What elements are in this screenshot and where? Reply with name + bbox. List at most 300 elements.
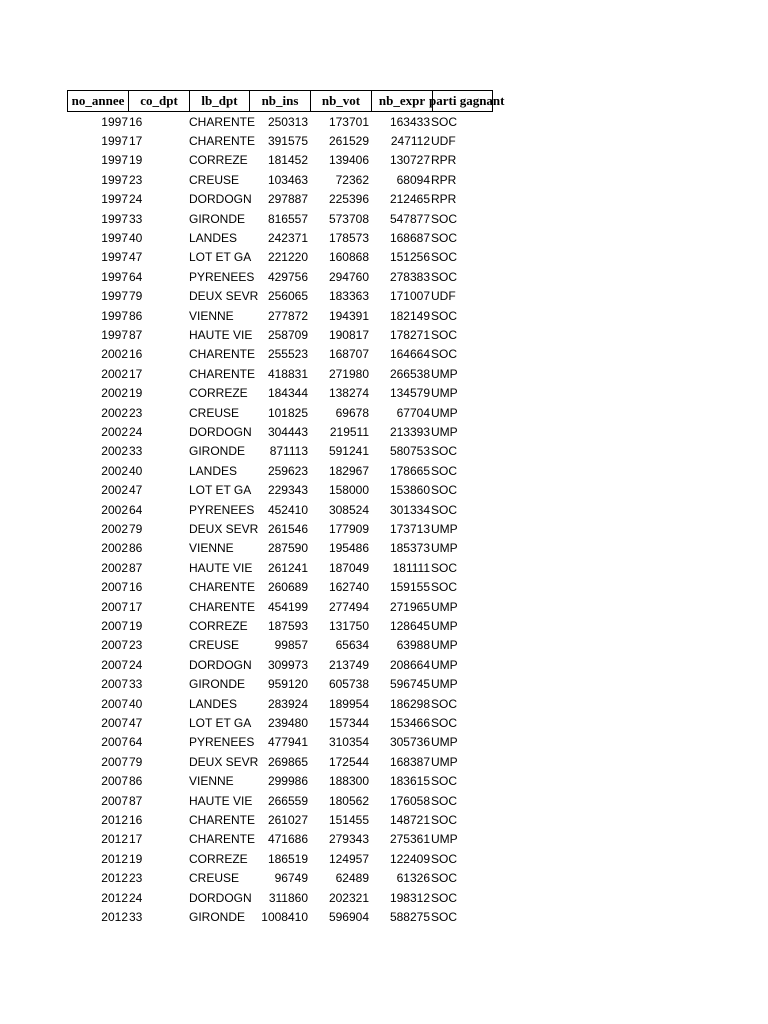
cell-nb-ins[interactable]: 229343 — [267, 483, 308, 498]
cell-co-dpt[interactable]: 40 — [129, 230, 143, 245]
cell-lb-dpt[interactable]: DORDOGN — [189, 424, 252, 439]
cell-lb-dpt[interactable]: VIENNE — [189, 308, 234, 323]
cell-nb-expr[interactable]: 173713 — [389, 521, 430, 536]
cell-no-annee[interactable]: 1997 — [101, 308, 128, 323]
cell-co-dpt[interactable]: 16 — [129, 114, 143, 129]
cell-nb-expr[interactable]: 171007 — [389, 289, 430, 304]
cell-parti-gagnant[interactable]: SOC — [431, 483, 458, 498]
cell-nb-expr[interactable]: 588275 — [389, 909, 430, 924]
cell-no-annee[interactable]: 1997 — [101, 269, 128, 284]
cell-nb-vot[interactable]: 596904 — [328, 909, 369, 924]
cell-co-dpt[interactable]: 33 — [129, 444, 143, 459]
cell-nb-ins[interactable]: 297887 — [267, 192, 308, 207]
cell-nb-ins[interactable]: 250313 — [267, 114, 308, 129]
cell-parti-gagnant[interactable]: SOC — [431, 308, 458, 323]
cell-nb-vot[interactable]: 310354 — [328, 735, 369, 750]
cell-nb-vot[interactable]: 271980 — [328, 366, 369, 381]
cell-co-dpt[interactable]: 40 — [129, 463, 143, 478]
cell-co-dpt[interactable]: 16 — [129, 580, 143, 595]
cell-co-dpt[interactable]: 64 — [129, 735, 143, 750]
cell-parti-gagnant[interactable]: SOC — [431, 715, 458, 730]
cell-no-annee[interactable]: 2012 — [101, 851, 128, 866]
cell-no-annee[interactable]: 2007 — [101, 793, 128, 808]
cell-nb-expr[interactable]: 67704 — [396, 405, 430, 420]
cell-no-annee[interactable]: 1997 — [101, 327, 128, 342]
cell-co-dpt[interactable]: 24 — [129, 657, 143, 672]
cell-nb-vot[interactable]: 138274 — [328, 386, 369, 401]
cell-lb-dpt[interactable]: CHARENTE — [189, 812, 256, 827]
cell-nb-expr[interactable]: 247112 — [390, 133, 430, 148]
cell-lb-dpt[interactable]: CHARENTE — [189, 133, 256, 148]
cell-nb-ins[interactable]: 242371 — [267, 230, 308, 245]
cell-co-dpt[interactable]: 64 — [129, 502, 143, 517]
cell-co-dpt[interactable]: 33 — [129, 211, 143, 226]
cell-parti-gagnant[interactable]: SOC — [431, 793, 458, 808]
cell-parti-gagnant[interactable]: UMP — [431, 424, 458, 439]
cell-parti-gagnant[interactable]: UDF — [431, 133, 456, 148]
cell-nb-expr[interactable]: 61326 — [396, 871, 430, 886]
header-lb-dpt[interactable]: lb_dpt — [189, 90, 250, 112]
cell-nb-expr[interactable]: 181111 — [392, 560, 430, 575]
cell-nb-expr[interactable]: 182149 — [389, 308, 430, 323]
cell-parti-gagnant[interactable]: SOC — [431, 347, 458, 362]
cell-no-annee[interactable]: 2002 — [101, 347, 128, 362]
cell-lb-dpt[interactable]: CREUSE — [189, 172, 240, 187]
cell-lb-dpt[interactable]: LANDES — [189, 230, 238, 245]
cell-nb-vot[interactable]: 72362 — [335, 172, 369, 187]
cell-parti-gagnant[interactable]: SOC — [431, 851, 458, 866]
cell-nb-ins[interactable]: 429756 — [267, 269, 308, 284]
cell-nb-vot[interactable]: 189954 — [328, 696, 369, 711]
cell-no-annee[interactable]: 1997 — [101, 114, 128, 129]
cell-nb-ins[interactable]: 283924 — [267, 696, 308, 711]
cell-co-dpt[interactable]: 47 — [129, 250, 143, 265]
cell-nb-ins[interactable]: 871113 — [269, 444, 308, 459]
cell-nb-ins[interactable]: 959120 — [267, 677, 308, 692]
cell-nb-ins[interactable]: 477941 — [267, 735, 308, 750]
cell-nb-expr[interactable]: 63988 — [396, 638, 430, 653]
cell-no-annee[interactable]: 2002 — [101, 541, 128, 556]
cell-nb-expr[interactable]: 212465 — [389, 192, 430, 207]
cell-nb-ins[interactable]: 187593 — [267, 618, 308, 633]
cell-nb-vot[interactable]: 131750 — [328, 618, 369, 633]
cell-nb-expr[interactable]: 134579 — [389, 386, 430, 401]
cell-co-dpt[interactable]: 24 — [129, 192, 143, 207]
cell-no-annee[interactable]: 2007 — [101, 657, 128, 672]
cell-no-annee[interactable]: 1997 — [101, 133, 128, 148]
cell-nb-expr[interactable]: 185373 — [389, 541, 430, 556]
cell-lb-dpt[interactable]: CHARENTE — [189, 832, 256, 847]
cell-nb-expr[interactable]: 271965 — [389, 599, 430, 614]
cell-parti-gagnant[interactable]: UMP — [431, 386, 458, 401]
cell-co-dpt[interactable]: 87 — [129, 793, 143, 808]
cell-no-annee[interactable]: 2012 — [101, 871, 128, 886]
cell-nb-expr[interactable]: 128645 — [389, 618, 430, 633]
cell-no-annee[interactable]: 2002 — [101, 366, 128, 381]
cell-parti-gagnant[interactable]: UMP — [431, 754, 458, 769]
cell-lb-dpt[interactable]: LOT ET GA — [189, 483, 252, 498]
cell-parti-gagnant[interactable]: SOC — [431, 909, 458, 924]
cell-nb-vot[interactable]: 279343 — [328, 832, 369, 847]
cell-nb-vot[interactable]: 177909 — [328, 521, 369, 536]
cell-parti-gagnant[interactable]: UMP — [431, 657, 458, 672]
cell-no-annee[interactable]: 1997 — [101, 172, 128, 187]
cell-nb-ins[interactable]: 287590 — [267, 541, 308, 556]
cell-lb-dpt[interactable]: LOT ET GA — [189, 250, 252, 265]
cell-nb-vot[interactable]: 573708 — [328, 211, 369, 226]
cell-nb-vot[interactable]: 188300 — [328, 774, 369, 789]
cell-nb-vot[interactable]: 160868 — [328, 250, 369, 265]
cell-nb-ins[interactable]: 304443 — [267, 424, 308, 439]
cell-lb-dpt[interactable]: DEUX SEVR — [189, 754, 259, 769]
cell-nb-expr[interactable]: 176058 — [389, 793, 430, 808]
cell-lb-dpt[interactable]: DORDOGN — [189, 657, 252, 672]
cell-nb-ins[interactable]: 261546 — [267, 521, 308, 536]
cell-nb-vot[interactable]: 308524 — [328, 502, 369, 517]
cell-co-dpt[interactable]: 16 — [129, 347, 143, 362]
cell-co-dpt[interactable]: 24 — [129, 424, 143, 439]
cell-nb-vot[interactable]: 162740 — [328, 580, 369, 595]
cell-co-dpt[interactable]: 19 — [129, 153, 143, 168]
cell-nb-vot[interactable]: 591241 — [328, 444, 369, 459]
cell-nb-ins[interactable]: 454199 — [267, 599, 308, 614]
cell-nb-ins[interactable]: 471686 — [267, 832, 308, 847]
cell-parti-gagnant[interactable]: SOC — [431, 211, 458, 226]
cell-no-annee[interactable]: 2002 — [101, 386, 128, 401]
cell-nb-ins[interactable]: 186519 — [267, 851, 308, 866]
cell-no-annee[interactable]: 2007 — [101, 599, 128, 614]
cell-lb-dpt[interactable]: DEUX SEVR — [189, 289, 259, 304]
cell-parti-gagnant[interactable]: SOC — [431, 502, 458, 517]
cell-nb-ins[interactable]: 452410 — [267, 502, 308, 517]
cell-nb-ins[interactable]: 261027 — [267, 812, 308, 827]
cell-no-annee[interactable]: 2002 — [101, 502, 128, 517]
cell-no-annee[interactable]: 1997 — [101, 153, 128, 168]
cell-co-dpt[interactable]: 23 — [129, 405, 143, 420]
cell-lb-dpt[interactable]: VIENNE — [189, 541, 234, 556]
cell-parti-gagnant[interactable]: SOC — [431, 890, 458, 905]
cell-nb-expr[interactable]: 159155 — [389, 580, 430, 595]
cell-no-annee[interactable]: 2007 — [101, 735, 128, 750]
cell-nb-vot[interactable]: 173701 — [328, 114, 369, 129]
cell-parti-gagnant[interactable]: RPR — [431, 172, 457, 187]
cell-co-dpt[interactable]: 19 — [129, 851, 143, 866]
cell-lb-dpt[interactable]: HAUTE VIE — [189, 560, 253, 575]
cell-nb-expr[interactable]: 198312 — [389, 890, 430, 905]
cell-nb-expr[interactable]: 278383 — [389, 269, 430, 284]
cell-parti-gagnant[interactable]: UMP — [431, 366, 458, 381]
cell-parti-gagnant[interactable]: UMP — [431, 521, 458, 536]
cell-co-dpt[interactable]: 86 — [129, 774, 143, 789]
header-nb-vot[interactable]: nb_vot — [310, 90, 372, 112]
cell-co-dpt[interactable]: 17 — [129, 599, 143, 614]
cell-nb-expr[interactable]: 164664 — [389, 347, 430, 362]
cell-parti-gagnant[interactable]: RPR — [431, 153, 457, 168]
cell-lb-dpt[interactable]: CHARENTE — [189, 114, 256, 129]
cell-nb-vot[interactable]: 168707 — [328, 347, 369, 362]
cell-parti-gagnant[interactable]: SOC — [431, 114, 458, 129]
header-nb-expr[interactable]: nb_expr — [371, 90, 433, 112]
cell-nb-ins[interactable]: 418831 — [267, 366, 308, 381]
cell-nb-expr[interactable]: 122409 — [389, 851, 430, 866]
cell-nb-vot[interactable]: 190817 — [328, 327, 369, 342]
cell-nb-expr[interactable]: 596745 — [389, 677, 430, 692]
cell-co-dpt[interactable]: 33 — [129, 677, 143, 692]
cell-nb-expr[interactable]: 178665 — [389, 463, 430, 478]
cell-no-annee[interactable]: 2012 — [101, 832, 128, 847]
cell-no-annee[interactable]: 2007 — [101, 618, 128, 633]
cell-parti-gagnant[interactable]: UDF — [431, 289, 456, 304]
cell-co-dpt[interactable]: 86 — [129, 541, 143, 556]
cell-lb-dpt[interactable]: LANDES — [189, 463, 238, 478]
cell-no-annee[interactable]: 2002 — [101, 560, 128, 575]
cell-nb-expr[interactable]: 68094 — [396, 172, 430, 187]
cell-nb-ins[interactable]: 101825 — [267, 405, 308, 420]
cell-nb-expr[interactable]: 168687 — [389, 230, 430, 245]
cell-parti-gagnant[interactable]: SOC — [431, 444, 458, 459]
cell-nb-vot[interactable]: 294760 — [328, 269, 369, 284]
cell-co-dpt[interactable]: 16 — [129, 812, 143, 827]
cell-nb-vot[interactable]: 139406 — [328, 153, 369, 168]
cell-parti-gagnant[interactable]: SOC — [431, 269, 458, 284]
cell-nb-expr[interactable]: 305736 — [389, 735, 430, 750]
cell-no-annee[interactable]: 2007 — [101, 580, 128, 595]
cell-co-dpt[interactable]: 79 — [129, 289, 143, 304]
cell-nb-expr[interactable]: 301334 — [389, 502, 430, 517]
cell-nb-vot[interactable]: 65634 — [335, 638, 369, 653]
cell-co-dpt[interactable]: 24 — [129, 890, 143, 905]
cell-nb-expr[interactable]: 163433 — [389, 114, 430, 129]
cell-lb-dpt[interactable]: CHARENTE — [189, 599, 256, 614]
cell-nb-ins[interactable]: 103463 — [267, 172, 308, 187]
cell-nb-vot[interactable]: 178573 — [328, 230, 369, 245]
cell-nb-expr[interactable]: 130727 — [389, 153, 430, 168]
cell-nb-expr[interactable]: 148721 — [389, 812, 430, 827]
cell-co-dpt[interactable]: 40 — [129, 696, 143, 711]
cell-nb-ins[interactable]: 96749 — [274, 871, 308, 886]
cell-no-annee[interactable]: 2007 — [101, 774, 128, 789]
cell-nb-ins[interactable]: 221220 — [267, 250, 308, 265]
cell-parti-gagnant[interactable]: UMP — [431, 541, 458, 556]
cell-lb-dpt[interactable]: LOT ET GA — [189, 715, 252, 730]
cell-lb-dpt[interactable]: CHARENTE — [189, 366, 256, 381]
cell-nb-vot[interactable]: 225396 — [328, 192, 369, 207]
cell-no-annee[interactable]: 1997 — [101, 211, 128, 226]
cell-no-annee[interactable]: 2007 — [101, 754, 128, 769]
cell-lb-dpt[interactable]: VIENNE — [189, 774, 234, 789]
cell-co-dpt[interactable]: 19 — [129, 618, 143, 633]
cell-nb-ins[interactable]: 261241 — [267, 560, 308, 575]
cell-nb-vot[interactable]: 183363 — [328, 289, 369, 304]
cell-nb-vot[interactable]: 195486 — [328, 541, 369, 556]
cell-nb-expr[interactable]: 547877 — [389, 211, 430, 226]
cell-lb-dpt[interactable]: GIRONDE — [189, 909, 246, 924]
cell-nb-ins[interactable]: 391575 — [267, 133, 308, 148]
cell-lb-dpt[interactable]: CORREZE — [189, 386, 248, 401]
cell-nb-vot[interactable]: 277494 — [328, 599, 369, 614]
cell-nb-vot[interactable]: 219511 — [329, 424, 369, 439]
cell-no-annee[interactable]: 2007 — [101, 677, 128, 692]
cell-nb-vot[interactable]: 158000 — [328, 483, 369, 498]
cell-parti-gagnant[interactable]: SOC — [431, 250, 458, 265]
cell-nb-vot[interactable]: 182967 — [328, 463, 369, 478]
cell-no-annee[interactable]: 1997 — [101, 289, 128, 304]
cell-nb-expr[interactable]: 168387 — [389, 754, 430, 769]
cell-nb-ins[interactable]: 299986 — [267, 774, 308, 789]
cell-lb-dpt[interactable]: CREUSE — [189, 638, 240, 653]
cell-co-dpt[interactable]: 47 — [129, 483, 143, 498]
cell-co-dpt[interactable]: 33 — [129, 909, 143, 924]
cell-lb-dpt[interactable]: GIRONDE — [189, 444, 246, 459]
cell-no-annee[interactable]: 2002 — [101, 444, 128, 459]
cell-parti-gagnant[interactable]: SOC — [431, 580, 458, 595]
cell-no-annee[interactable]: 2007 — [101, 638, 128, 653]
cell-parti-gagnant[interactable]: SOC — [431, 696, 458, 711]
cell-lb-dpt[interactable]: HAUTE VIE — [189, 793, 253, 808]
cell-nb-vot[interactable]: 151455 — [328, 812, 369, 827]
cell-nb-ins[interactable]: 816557 — [267, 211, 308, 226]
cell-co-dpt[interactable]: 86 — [129, 308, 143, 323]
cell-parti-gagnant[interactable]: SOC — [431, 560, 458, 575]
cell-lb-dpt[interactable]: PYRENEES — [189, 735, 255, 750]
cell-lb-dpt[interactable]: HAUTE VIE — [189, 327, 253, 342]
cell-no-annee[interactable]: 2007 — [101, 715, 128, 730]
cell-parti-gagnant[interactable]: SOC — [431, 871, 458, 886]
cell-no-annee[interactable]: 2012 — [101, 812, 128, 827]
cell-nb-ins[interactable]: 255523 — [267, 347, 308, 362]
cell-nb-ins[interactable]: 184344 — [267, 386, 308, 401]
cell-parti-gagnant[interactable]: SOC — [431, 327, 458, 342]
cell-co-dpt[interactable]: 23 — [129, 172, 143, 187]
cell-nb-ins[interactable]: 311860 — [268, 890, 308, 905]
cell-parti-gagnant[interactable]: SOC — [431, 463, 458, 478]
cell-parti-gagnant[interactable]: UMP — [431, 735, 458, 750]
cell-nb-expr[interactable]: 208664 — [389, 657, 430, 672]
cell-nb-vot[interactable]: 62489 — [335, 871, 369, 886]
cell-lb-dpt[interactable]: CREUSE — [189, 871, 240, 886]
cell-nb-expr[interactable]: 186298 — [389, 696, 430, 711]
cell-lb-dpt[interactable]: DORDOGN — [189, 192, 252, 207]
cell-nb-vot[interactable]: 202321 — [328, 890, 369, 905]
cell-no-annee[interactable]: 1997 — [101, 192, 128, 207]
cell-lb-dpt[interactable]: GIRONDE — [189, 677, 246, 692]
cell-nb-expr[interactable]: 580753 — [389, 444, 430, 459]
cell-lb-dpt[interactable]: LANDES — [189, 696, 238, 711]
cell-nb-ins[interactable]: 99857 — [274, 638, 308, 653]
cell-nb-ins[interactable]: 269865 — [267, 754, 308, 769]
cell-lb-dpt[interactable]: CORREZE — [189, 153, 248, 168]
cell-parti-gagnant[interactable]: UMP — [431, 405, 458, 420]
cell-nb-expr[interactable]: 153466 — [389, 715, 430, 730]
cell-parti-gagnant[interactable]: UMP — [431, 832, 458, 847]
cell-co-dpt[interactable]: 19 — [129, 386, 143, 401]
cell-nb-ins[interactable]: 260689 — [267, 580, 308, 595]
cell-co-dpt[interactable]: 23 — [129, 871, 143, 886]
cell-nb-vot[interactable]: 157344 — [328, 715, 369, 730]
cell-nb-vot[interactable]: 187049 — [328, 560, 369, 575]
cell-lb-dpt[interactable]: DEUX SEVR — [189, 521, 259, 536]
cell-nb-ins[interactable]: 309973 — [267, 657, 308, 672]
cell-nb-vot[interactable]: 69678 — [335, 405, 369, 420]
cell-co-dpt[interactable]: 17 — [129, 366, 143, 381]
cell-nb-ins[interactable]: 258709 — [267, 327, 308, 342]
cell-no-annee[interactable]: 2002 — [101, 424, 128, 439]
cell-nb-vot[interactable]: 213749 — [328, 657, 369, 672]
cell-co-dpt[interactable]: 79 — [129, 754, 143, 769]
cell-no-annee[interactable]: 2002 — [101, 463, 128, 478]
cell-co-dpt[interactable]: 64 — [129, 269, 143, 284]
cell-co-dpt[interactable]: 79 — [129, 521, 143, 536]
header-co-dpt[interactable]: co_dpt — [128, 90, 190, 112]
cell-nb-expr[interactable]: 213393 — [389, 424, 430, 439]
cell-parti-gagnant[interactable]: RPR — [431, 192, 457, 207]
cell-co-dpt[interactable]: 17 — [129, 133, 143, 148]
cell-lb-dpt[interactable]: CHARENTE — [189, 580, 256, 595]
cell-co-dpt[interactable]: 87 — [129, 327, 143, 342]
cell-parti-gagnant[interactable]: UMP — [431, 599, 458, 614]
cell-nb-vot[interactable]: 180562 — [328, 793, 369, 808]
cell-nb-ins[interactable]: 277872 — [267, 308, 308, 323]
cell-lb-dpt[interactable]: CORREZE — [189, 851, 248, 866]
cell-no-annee[interactable]: 2007 — [101, 696, 128, 711]
cell-nb-ins[interactable]: 259623 — [267, 463, 308, 478]
cell-co-dpt[interactable]: 23 — [129, 638, 143, 653]
header-no-annee[interactable]: no_annee — [67, 90, 129, 112]
cell-no-annee[interactable]: 1997 — [101, 250, 128, 265]
cell-nb-expr[interactable]: 266538 — [389, 366, 430, 381]
cell-no-annee[interactable]: 2002 — [101, 483, 128, 498]
cell-nb-ins[interactable]: 239480 — [267, 715, 308, 730]
cell-no-annee[interactable]: 2012 — [101, 890, 128, 905]
header-parti-gagnant[interactable]: parti gagnant — [432, 90, 493, 112]
cell-no-annee[interactable]: 2002 — [101, 521, 128, 536]
cell-nb-expr[interactable]: 151256 — [389, 250, 430, 265]
cell-nb-vot[interactable]: 124957 — [328, 851, 369, 866]
cell-co-dpt[interactable]: 47 — [129, 715, 143, 730]
cell-nb-expr[interactable]: 153860 — [389, 483, 430, 498]
cell-parti-gagnant[interactable]: UMP — [431, 638, 458, 653]
cell-nb-vot[interactable]: 194391 — [328, 308, 369, 323]
cell-no-annee[interactable]: 1997 — [101, 230, 128, 245]
cell-nb-expr[interactable]: 178271 — [389, 327, 430, 342]
cell-lb-dpt[interactable]: CREUSE — [189, 405, 240, 420]
cell-parti-gagnant[interactable]: SOC — [431, 774, 458, 789]
cell-nb-ins[interactable]: 1008410 — [261, 909, 308, 924]
cell-lb-dpt[interactable]: CORREZE — [189, 618, 248, 633]
cell-parti-gagnant[interactable]: SOC — [431, 812, 458, 827]
cell-parti-gagnant[interactable]: UMP — [431, 677, 458, 692]
cell-nb-vot[interactable]: 605738 — [328, 677, 369, 692]
cell-lb-dpt[interactable]: PYRENEES — [189, 269, 255, 284]
cell-nb-ins[interactable]: 266559 — [267, 793, 308, 808]
cell-parti-gagnant[interactable]: UMP — [431, 618, 458, 633]
cell-nb-ins[interactable]: 181452 — [267, 153, 308, 168]
cell-nb-vot[interactable]: 172544 — [328, 754, 369, 769]
header-nb-ins[interactable]: nb_ins — [249, 90, 311, 112]
cell-lb-dpt[interactable]: DORDOGN — [189, 890, 252, 905]
cell-parti-gagnant[interactable]: SOC — [431, 230, 458, 245]
cell-lb-dpt[interactable]: CHARENTE — [189, 347, 256, 362]
cell-co-dpt[interactable]: 87 — [129, 560, 143, 575]
cell-no-annee[interactable]: 2002 — [101, 405, 128, 420]
cell-lb-dpt[interactable]: PYRENEES — [189, 502, 255, 517]
cell-nb-ins[interactable]: 256065 — [267, 289, 308, 304]
cell-co-dpt[interactable]: 17 — [129, 832, 143, 847]
cell-nb-vot[interactable]: 261529 — [328, 133, 369, 148]
cell-nb-expr[interactable]: 183615 — [389, 774, 430, 789]
cell-nb-expr[interactable]: 275361 — [389, 832, 430, 847]
cell-no-annee[interactable]: 2012 — [101, 909, 128, 924]
